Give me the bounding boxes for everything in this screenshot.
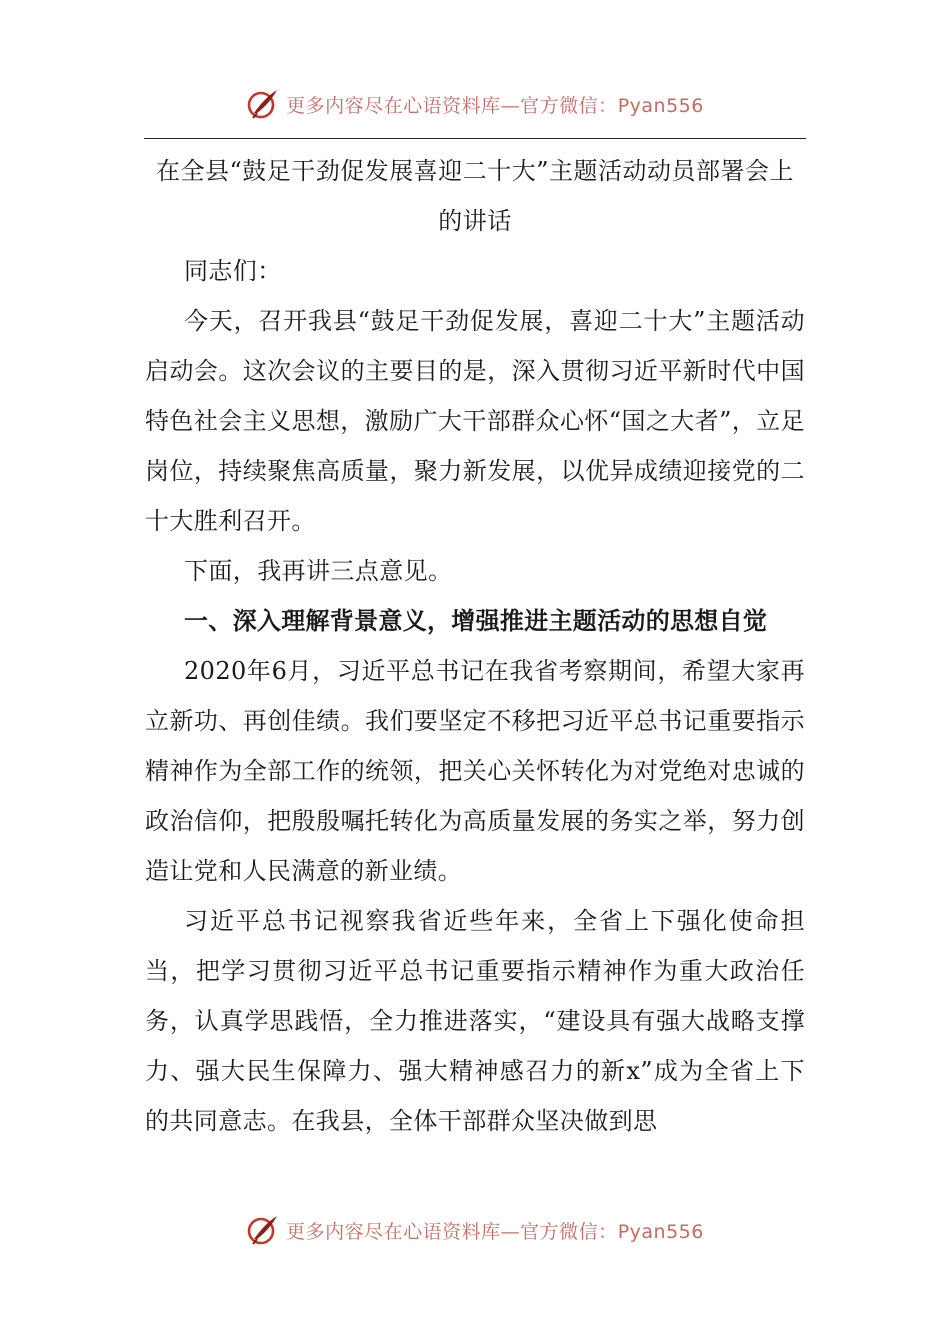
header-rule [144,138,806,139]
quill-logo-icon [246,87,280,121]
section-paragraph-2: 习近平总书记视察我省近些年来，全省上下强化使命担当，把学习贯彻习近平总书记重要指示精神作为重大政治任务，认真学思践悟，全力推进落实，“建设具有强大战略支撑力、强大民生保障力、强大精神感召力的新x”成为全省上下的共同意志。在我县，全体干部群众坚决做到思 [145,907,805,1135]
section-heading-1: 一、深入理解背景意义，增强推进主题活动的思想自觉 [184,606,768,635]
section-paragraph-1: 2020年6月，习近平总书记在我省考察期间，希望大家再立新功、再创佳绩。我们要坚定不移把习近平总书记重要指示精神作为全部工作的统领，把关心关怀转化为对党绝对忠诚的政治信仰，把殷殷嘱托转化为高质量发展的务实之举，努力创造让党和人民满意的新业绩。 [145,657,805,885]
salutation: 同志们： [184,257,282,285]
watermark-text: 更多内容尽在心语资料库—官方微信：Pyan556 [286,94,704,117]
paragraph-outline: 下面，我再讲三点意见。 [184,557,453,585]
quill-logo-icon [246,1213,280,1247]
watermark-banner-top [0,84,950,124]
watermark-text: 更多内容尽在心语资料库—官方微信：Pyan556 [286,1220,704,1243]
watermark-banner-bottom [0,1210,950,1250]
document-title: 在全县“鼓足干劲促发展喜迎二十大”主题活动动员部署会上的讲话 [155,157,795,235]
document-body [145,146,805,1146]
paragraph-intro: 今天，召开我县“鼓足干劲促发展，喜迎二十大”主题活动启动会。这次会议的主要目的是，深入贯彻习近平新时代中国特色社会主义思想，激励广大干部群众心怀“国之大者”，立足岗位，持续聚焦高质量，聚力新发展，以优异成绩迎接党的二十大胜利召开。 [145,307,805,535]
